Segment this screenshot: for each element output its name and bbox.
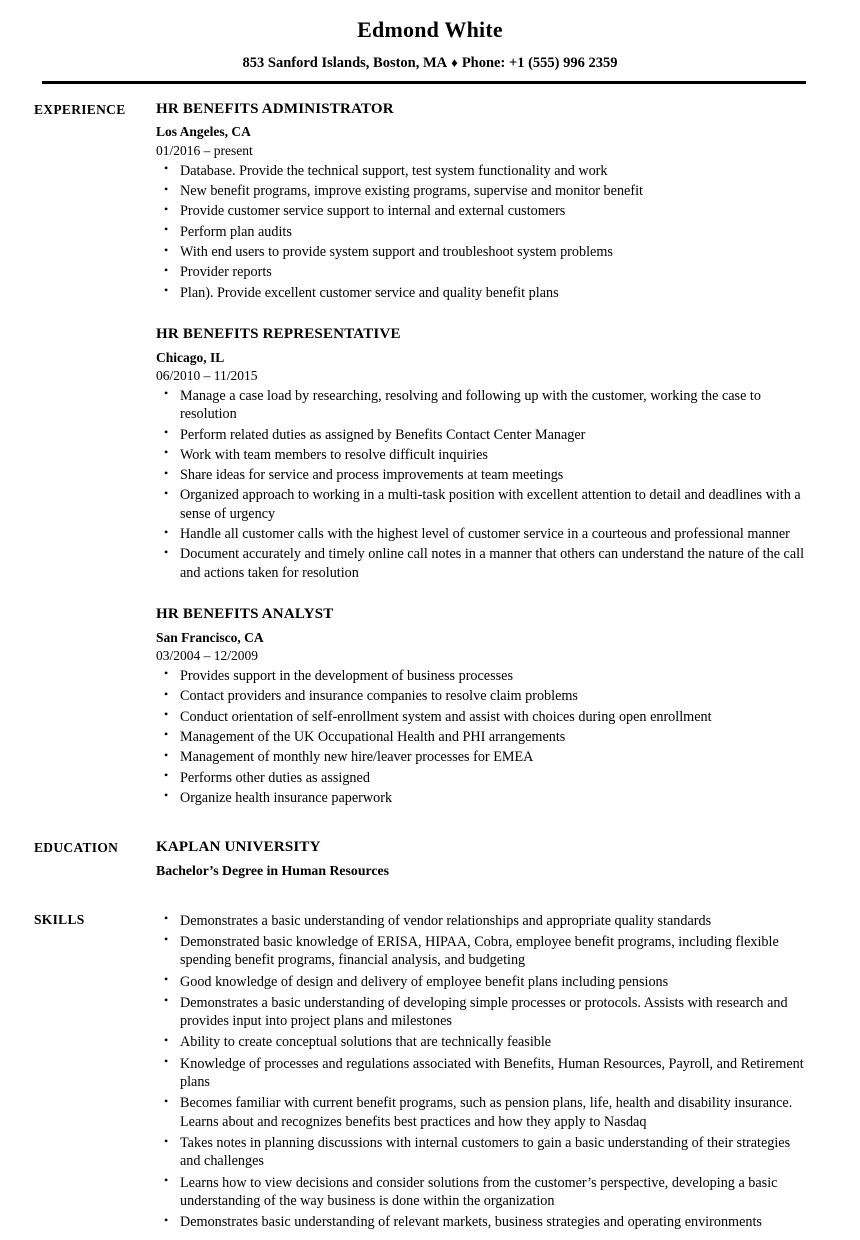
- skills-section: [0, 910, 860, 1232]
- job-bullet: • Provide customer service support to internal and external customers: [156, 202, 808, 220]
- job-entry: [156, 325, 808, 582]
- skill-bullet: • Knowledge of processes and regulations associated with Benefits, Human Resources, Payroll, and Retirement plans: [156, 1055, 808, 1092]
- education-section: [0, 838, 860, 879]
- section-label-skills: SKILLS: [34, 911, 85, 927]
- job-bullet: • Handle all customer calls with the highest level of customer service in a courteous and professional manner: [156, 525, 808, 543]
- job-bullet: • New benefit programs, improve existing programs, supervise and monitor benefit: [156, 182, 808, 200]
- contact-address: 853 Sanford Islands, Boston, MA: [242, 54, 448, 71]
- header-divider: [42, 81, 806, 84]
- job-bullet: • With end users to provide system support and troubleshoot system problems: [156, 243, 808, 261]
- education-degree: Bachelor’s Degree in Human Resources: [156, 862, 389, 878]
- job-bullet: • Organized approach to working in a multi-task position with excellent attention to detail and deadlines with a sense of urgency: [156, 486, 808, 523]
- job-bullet: • Conduct orientation of self-enrollment system and assist with choices during open enrollment: [156, 708, 808, 726]
- job-bullet: • Provider reports: [156, 263, 808, 281]
- skills-bullet-list: [156, 912, 808, 1232]
- job-bullet: • Work with team members to resolve difficult inquiries: [156, 446, 808, 464]
- skill-bullet: • Demonstrated basic knowledge of ERISA, HIPAA, Cobra, employee benefit programs, including flexible spending benefit programs, financial analysis, and budgeting: [156, 933, 808, 970]
- job-entry: [156, 100, 808, 302]
- job-bullet: • Performs other duties as assigned: [156, 769, 808, 787]
- job-bullet: • Organize health insurance paperwork: [156, 789, 808, 807]
- job-dates: 01/2016 – present: [156, 143, 253, 159]
- job-location: San Francisco, CA: [156, 629, 264, 645]
- contact-phone: Phone: +1 (555) 996 2359: [461, 54, 618, 71]
- skill-bullet: • Becomes familiar with current benefit programs, such as pension plans, life, health and disability insurance. Learns about and recognizes benefits best practices and how they apply to Nasdaq: [156, 1094, 808, 1131]
- resume-header: [0, 0, 860, 84]
- job-bullet-list: [156, 387, 808, 582]
- section-label-education: EDUCATION: [34, 840, 119, 856]
- job-title: HR BENEFITS ADMINISTRATOR: [156, 100, 394, 117]
- skill-bullet: • Takes notes in planning discussions with internal customers to gain a basic understanding of their strategies and challenges: [156, 1134, 808, 1171]
- job-bullet: • Database. Provide the technical support, test system functionality and work: [156, 162, 808, 180]
- education-school: KAPLAN UNIVERSITY: [156, 839, 321, 856]
- skills-body: [156, 910, 808, 1232]
- section-label-experience: EXPERIENCE: [34, 101, 126, 117]
- experience-section: [0, 100, 860, 807]
- job-bullet: • Contact providers and insurance companies to resolve claim problems: [156, 687, 808, 705]
- experience-body: [156, 100, 808, 807]
- job-bullet-list: [156, 162, 808, 302]
- diamond-separator-icon: ♦: [451, 54, 458, 70]
- skill-bullet: • Demonstrates basic understanding of relevant markets, business strategies and operating environments: [156, 1213, 808, 1231]
- job-bullet: • Plan). Provide excellent customer service and quality benefit plans: [156, 284, 808, 302]
- skill-bullet: • Ability to create conceptual solutions that are technically feasible: [156, 1033, 808, 1051]
- job-title: HR BENEFITS REPRESENTATIVE: [156, 326, 401, 342]
- job-location: Chicago, IL: [156, 349, 225, 365]
- candidate-name: Edmond White: [357, 17, 503, 42]
- skill-bullet: • Demonstrates a basic understanding of developing simple processes or protocols. Assists with research and provides input into project plans and milestones: [156, 994, 808, 1031]
- job-bullet: • Perform plan audits: [156, 223, 808, 241]
- skill-bullet: • Good knowledge of design and delivery of employee benefit plans including pensions: [156, 973, 808, 991]
- skill-bullet: • Demonstrates a basic understanding of vendor relationships and appropriate quality standards: [156, 912, 808, 930]
- job-bullet: • Management of monthly new hire/leaver processes for EMEA: [156, 748, 808, 766]
- job-bullet: • Perform related duties as assigned by Benefits Contact Center Manager: [156, 426, 808, 444]
- job-title: HR BENEFITS ANALYST: [156, 606, 334, 623]
- skill-bullet: • Learns how to view decisions and consider solutions from the customer’s perspective, developing a basic understanding of the way business is done within the organization: [156, 1174, 808, 1211]
- job-bullet: • Management of the UK Occupational Health and PHI arrangements: [156, 728, 808, 746]
- job-dates: 03/2004 – 12/2009: [156, 648, 259, 664]
- job-bullet: • Document accurately and timely online call notes in a manner that others can understand the nature of the call and actions taken for resolution: [156, 545, 808, 582]
- job-bullet: • Manage a case load by researching, resolving and following up with the customer, working the case to resolution: [156, 387, 808, 424]
- job-entry: [156, 605, 808, 807]
- job-location: Los Angeles, CA: [156, 124, 251, 140]
- job-bullet: • Provides support in the development of business processes: [156, 667, 808, 685]
- job-bullet-list: [156, 667, 808, 807]
- job-bullet: • Share ideas for service and process improvements at team meetings: [156, 466, 808, 484]
- job-dates: 06/2010 – 11/2015: [156, 368, 258, 384]
- education-body: [156, 838, 808, 879]
- contact-line: [0, 55, 860, 72]
